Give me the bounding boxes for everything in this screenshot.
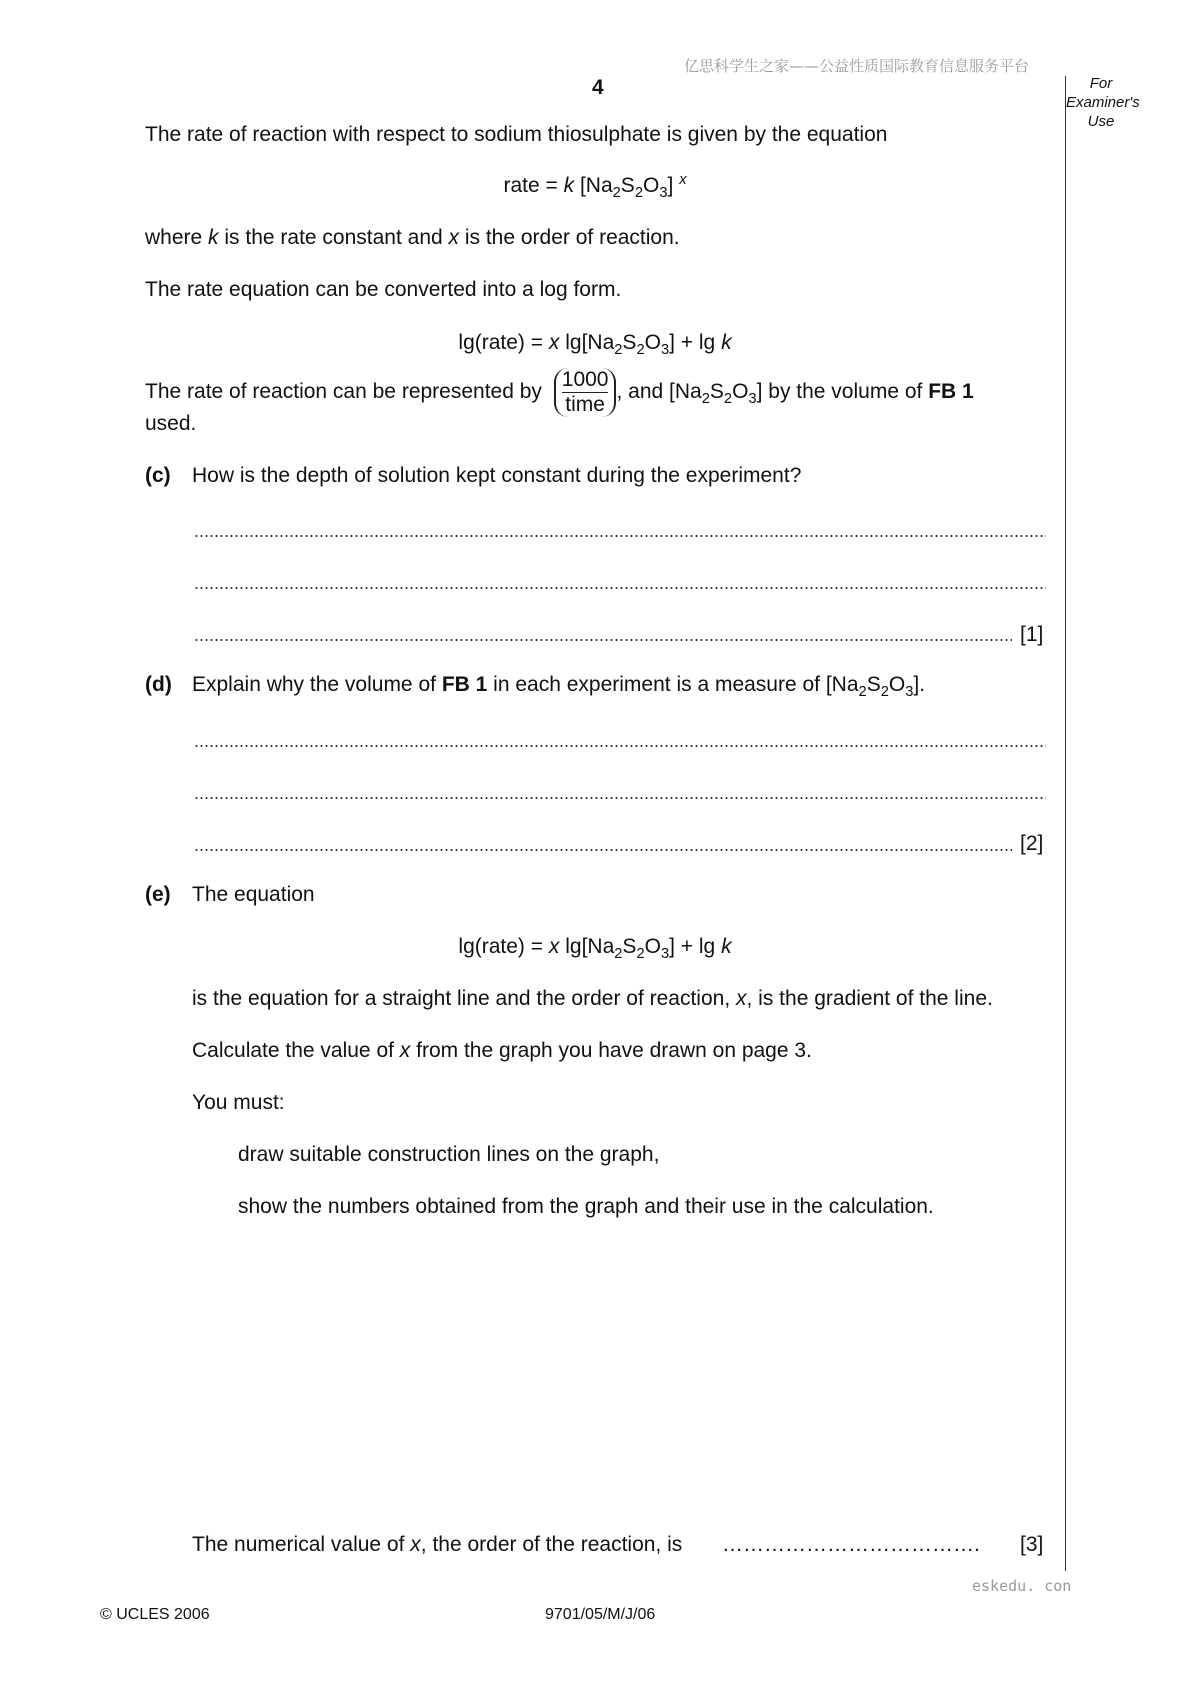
part-e-intro: The equation [192,883,315,906]
intro-paragraph-4: The rate of reaction can be represented by $\frac{1000}{\text{time}}$ , and $[Na_2S_2O_3]$ by the volume of FB 1 [145,368,974,416]
part-e-equation: lg(rate) = x $\lg[Na_2S_2O_3] + \lg k$ [458,935,732,963]
part-e-instruction-2: show the numbers obtained from the graph and their use in the calculation. [238,1195,934,1218]
watermark-top: 亿思科学生之家——公益性质国际教育信息服务平台 [684,57,1030,75]
part-d-label: (d) [145,673,172,696]
answer-line-c-1[interactable] [194,535,1046,537]
answer-line-c-2[interactable] [194,587,1046,589]
intro-paragraph-4-continued: used. [145,412,197,435]
part-d-question: Explain why the volume of FB 1 in each experiment is a measure of $[Na_2S_2O_3]$. [192,673,926,701]
examiner-margin-line [1065,76,1066,1571]
answer-field-x[interactable]: ………………………………. [722,1533,980,1556]
fraction-1000-over-time: $\frac{1000}{\text{time}}$ [554,368,617,417]
part-e-answer-line: The numerical value of x, the order of the reaction, is [192,1533,683,1556]
part-e-instruction-1: draw suitable construction lines on the graph, [238,1143,660,1166]
answer-line-d-2[interactable] [194,797,1046,799]
part-e-line-2: Calculate the value of x from the graph you have drawn on page 3. [192,1039,812,1062]
rate-equation: rate = k $[Na_2S_2O_3]$ $^x$ [503,171,687,202]
part-e-label: (e) [145,883,171,906]
part-e-mark: [3] [1020,1533,1044,1556]
watermark-bottom: eskedu. con [972,1577,1072,1595]
part-e-line-1: is the equation for a straight line and the order of reaction, x, is the gradient of the line. [192,987,993,1010]
part-e-you-must: You must: [192,1091,285,1114]
page-number: 4 [592,76,604,99]
examiner-use-label: For Examiner's Use [1066,75,1140,130]
answer-line-c-3[interactable] [194,639,1012,641]
part-c-mark: [1] [1020,623,1044,646]
part-d-mark: [2] [1020,832,1044,855]
log-rate-equation: lg(rate) = x $\lg[Na_2S_2O_3] + \lg k$ [458,331,732,359]
part-c-question: How is the depth of solution kept constant during the experiment? [192,464,802,487]
intro-paragraph-2: where k is the rate constant and x is the order of reaction. [145,226,680,249]
answer-line-d-3[interactable] [194,849,1012,851]
footer-paper-code: 9701/05/M/J/06 [545,1606,656,1623]
answer-line-d-1[interactable] [194,745,1046,747]
intro-paragraph-1: The rate of reaction with respect to sodium thiosulphate is given by the equation [145,123,888,146]
part-c-label: (c) [145,464,171,487]
footer-copyright: © UCLES 2006 [100,1606,210,1623]
intro-paragraph-3: The rate equation can be converted into a log form. [145,278,622,301]
